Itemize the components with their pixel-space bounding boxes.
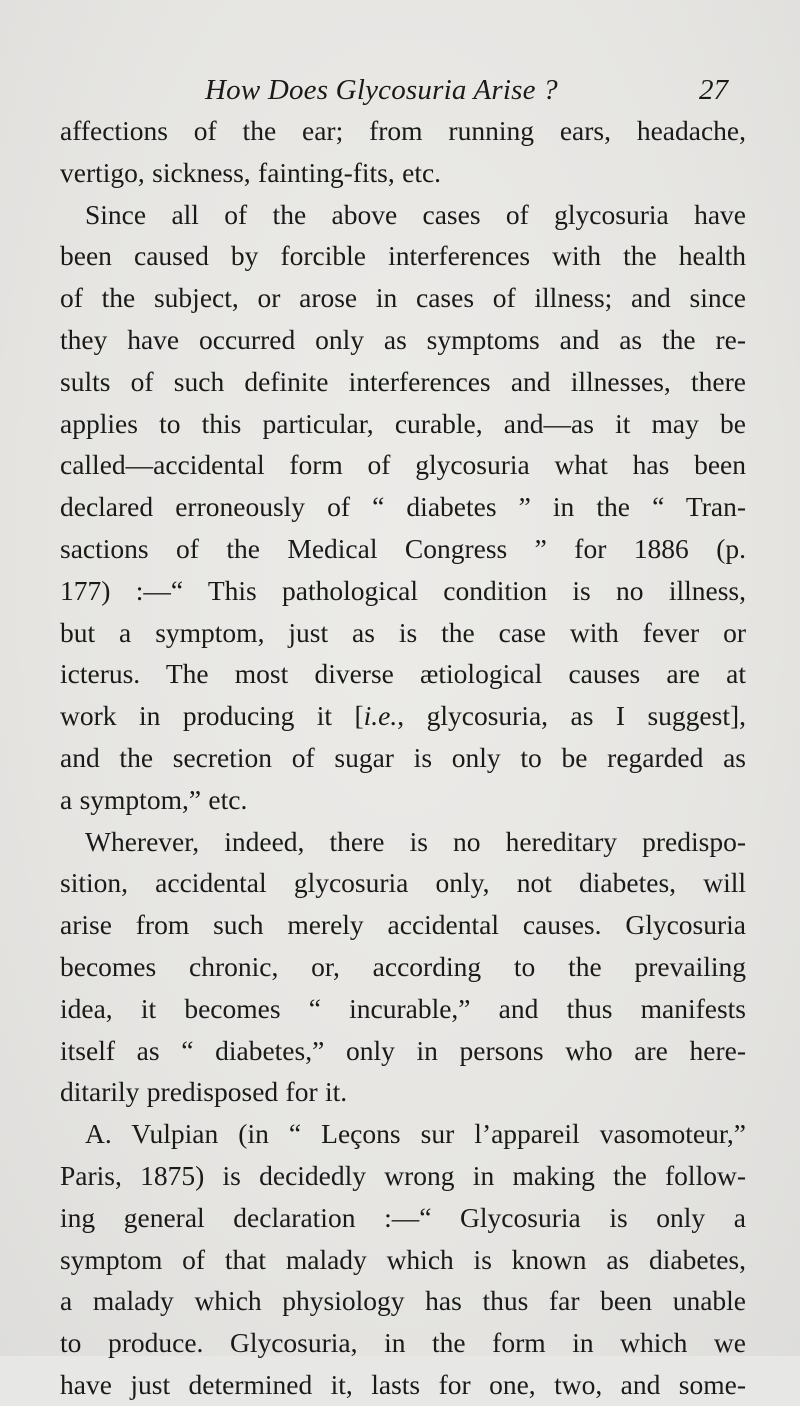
text-line: have just determined it, lasts for one, two, and some- bbox=[60, 1368, 746, 1400]
text-line: sults of such definite interferences and illnesses, there bbox=[60, 365, 746, 397]
text-line: vertigo, sickness, fainting-fits, etc. bbox=[60, 156, 442, 188]
text-line: declared erroneously of “ diabetes ” in the “ Tran- bbox=[60, 491, 746, 523]
text-line: sactions of the Medical Congress ” for 1886 (p. bbox=[60, 532, 746, 564]
text-line: arise from such merely accidental causes. Glycosuria bbox=[60, 909, 746, 941]
text-line: sition, accidental glycosuria only, not diabetes, will bbox=[60, 867, 746, 899]
body-text bbox=[60, 110, 746, 1406]
text-line: they have occurred only as symptoms and as the re- bbox=[60, 323, 746, 355]
text-line: ditarily predisposed for it. bbox=[60, 1076, 348, 1108]
text-line: called—accidental form of glycosuria what has been bbox=[60, 449, 746, 481]
text-line: Since all of the above cases of glycosuria have bbox=[85, 198, 746, 230]
text-line: applies to this particular, curable, and—as it may be bbox=[60, 407, 746, 439]
text-line: Wherever, indeed, there is no hereditary predispo- bbox=[85, 825, 746, 857]
text-line: 177) :—“ This pathological condition is no illness, bbox=[60, 574, 746, 606]
text-line: been caused by forcible interferences with the health bbox=[60, 240, 746, 272]
text-line: but a symptom, just as is the case with fever or bbox=[60, 616, 746, 648]
text-line: affections of the ear; from running ears, headache, bbox=[60, 115, 746, 146]
text-line: work in producing it [i.e., glycosuria, as I suggest], bbox=[60, 700, 746, 732]
text-line: a symptom,” etc. bbox=[60, 783, 248, 815]
text-line: icterus. The most diverse ætiological causes are at bbox=[60, 658, 746, 690]
text-line: of the subject, or arose in cases of illness; and since bbox=[60, 282, 746, 314]
text-line: itself as “ diabetes,” only in persons who are here- bbox=[60, 1034, 746, 1066]
text-line: ing general declaration :—“ Glycosuria is only a bbox=[60, 1201, 746, 1233]
text-line: symptom of that malady which is known as diabetes, bbox=[60, 1243, 746, 1275]
running-title: How Does Glycosuria Arise ? bbox=[205, 74, 558, 106]
page-number: 27 bbox=[699, 74, 728, 106]
text-line: Paris, 1875) is decidedly wrong in making the follow- bbox=[60, 1159, 746, 1191]
text-line: to produce. Glycosuria, in the form in which we bbox=[60, 1327, 746, 1359]
text-line: and the secretion of sugar is only to be regarded as bbox=[60, 741, 746, 773]
text-line: becomes chronic, or, according to the prevailing bbox=[60, 950, 746, 982]
text-line: idea, it becomes “ incurable,” and thus manifests bbox=[60, 992, 746, 1024]
text-line: a malady which physiology has thus far been unable bbox=[60, 1285, 746, 1317]
text-line: A. Vulpian (in “ Leçons sur l’appareil vasomoteur,” bbox=[85, 1118, 746, 1150]
